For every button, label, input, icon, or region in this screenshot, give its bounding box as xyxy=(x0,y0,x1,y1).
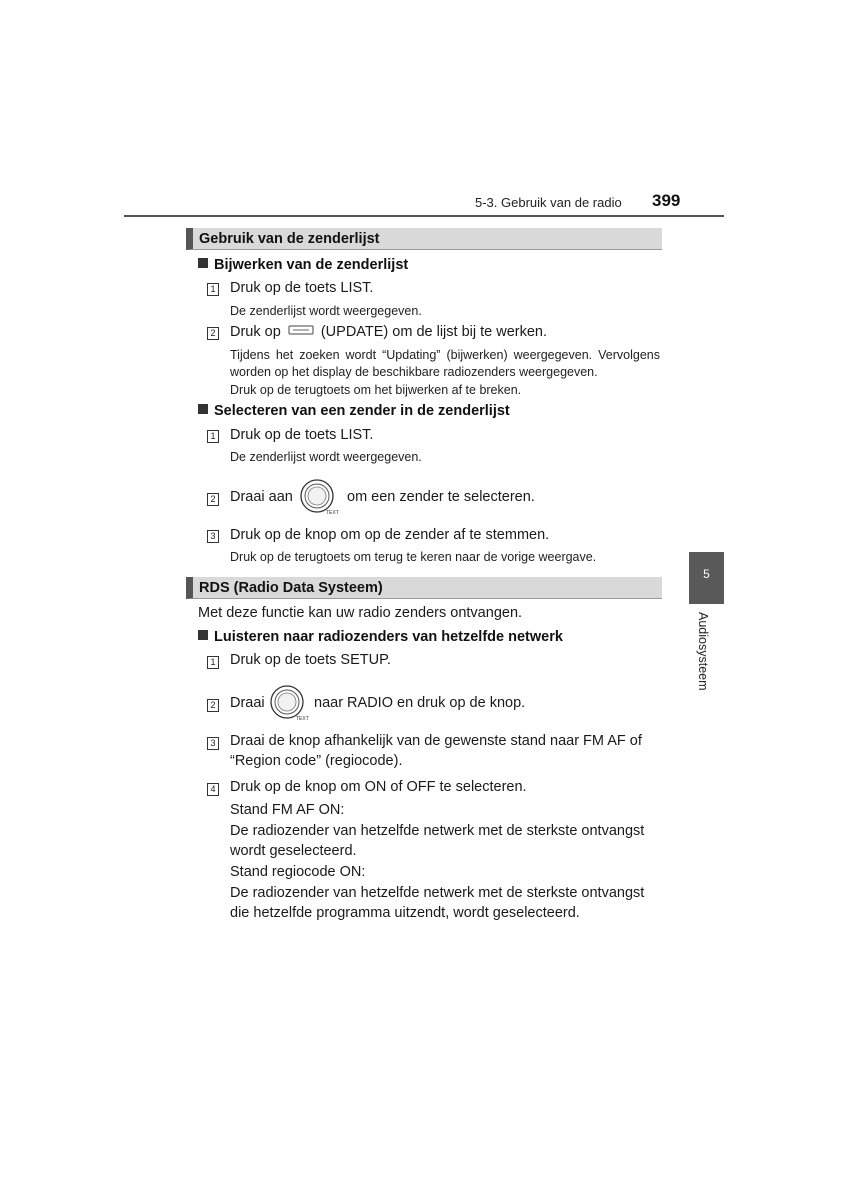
step-text: Druk op de knop om op de zender af te stemmen. xyxy=(230,527,550,543)
step-text-before: Draai xyxy=(230,695,265,711)
step-text: Druk op de toets LIST. xyxy=(230,280,374,296)
detail-label: Stand regiocode ON: xyxy=(230,864,366,880)
step-note: De zenderlijst wordt weergegeven. xyxy=(230,450,422,464)
step-text-before: Draai aan xyxy=(230,489,293,505)
chapter-tab-number: 5 xyxy=(703,567,710,581)
step-number: 3 xyxy=(207,530,219,543)
detail-label: Stand FM AF ON: xyxy=(230,802,345,818)
square-bullet-icon xyxy=(198,630,208,640)
step-text-after: om een zender te selecteren. xyxy=(347,489,535,505)
step-number: 2 xyxy=(207,327,219,340)
step-note: Druk op de terugtoets om terug te keren naar de vorige weergave. xyxy=(230,550,597,564)
step-text: Druk op de toets SETUP. xyxy=(230,652,391,668)
step-note: De zenderlijst wordt weergegeven. xyxy=(230,304,422,318)
tune-knob-icon xyxy=(270,684,314,724)
step-number: 4 xyxy=(207,783,219,796)
step-number: 3 xyxy=(207,737,219,750)
detail-text: De radiozender van hetzelfde netwerk met de sterkste ontvangst wordt geselecteerd. xyxy=(230,823,645,859)
subsection-heading-select-station: Selecteren van een zender in de zenderlijst xyxy=(198,403,510,419)
square-bullet-icon xyxy=(198,258,208,268)
update-button-icon xyxy=(288,325,314,335)
step-text: Druk op de toets LIST. xyxy=(230,427,374,443)
section-title: Gebruik van de zenderlijst xyxy=(199,231,380,247)
square-bullet-icon xyxy=(198,404,208,414)
tune-knob-icon xyxy=(300,478,344,518)
knob-text-label: TEXT xyxy=(326,510,339,516)
step-number: 1 xyxy=(207,656,219,669)
step-number: 2 xyxy=(207,699,219,712)
page-number: 399 xyxy=(652,191,681,210)
step-text: Druk op (UPDATE) om de lijst bij te werken. xyxy=(230,324,547,340)
step-text-after: naar RADIO en druk op de knop. xyxy=(314,695,526,711)
header-rule xyxy=(124,215,724,217)
section-title: RDS (Radio Data Systeem) xyxy=(199,580,383,596)
section-heading-rds xyxy=(186,577,662,599)
section-intro: Met deze functie kan uw radio zenders ontvangen. xyxy=(198,605,523,621)
detail-text: De radiozender van hetzelfde netwerk met de sterkste ontvangst die hetzelfde programma uitzendt, wordt geselecteerd. xyxy=(230,885,645,921)
step-note: Tijdens het zoeken wordt “Updating” (bijwerken) weergegeven. Vervolgens worden op het display de beschikbare radiozenders weergegeven. xyxy=(230,348,660,379)
step-text: Draai de knop afhankelijk van de gewenste stand naar FM AF of “Region code” (regiocode). xyxy=(230,733,642,769)
chapter-tab-label: Audiosysteem xyxy=(696,612,710,691)
step-text: Druk op de knop om ON of OFF te selecteren. xyxy=(230,779,527,795)
knob-text-label: TEXT xyxy=(296,716,309,722)
step-number: 2 xyxy=(207,493,219,506)
step-note: Druk op de terugtoets om het bijwerken af te breken. xyxy=(230,383,522,397)
step-number: 1 xyxy=(207,430,219,443)
running-header-section: 5-3. Gebruik van de radio xyxy=(475,195,622,210)
subsection-heading-same-network: Luisteren naar radiozenders van hetzelfde netwerk xyxy=(198,629,563,645)
subsection-heading-update-list: Bijwerken van de zenderlijst xyxy=(198,257,408,273)
step-number: 1 xyxy=(207,283,219,296)
section-heading-station-list xyxy=(186,228,662,250)
